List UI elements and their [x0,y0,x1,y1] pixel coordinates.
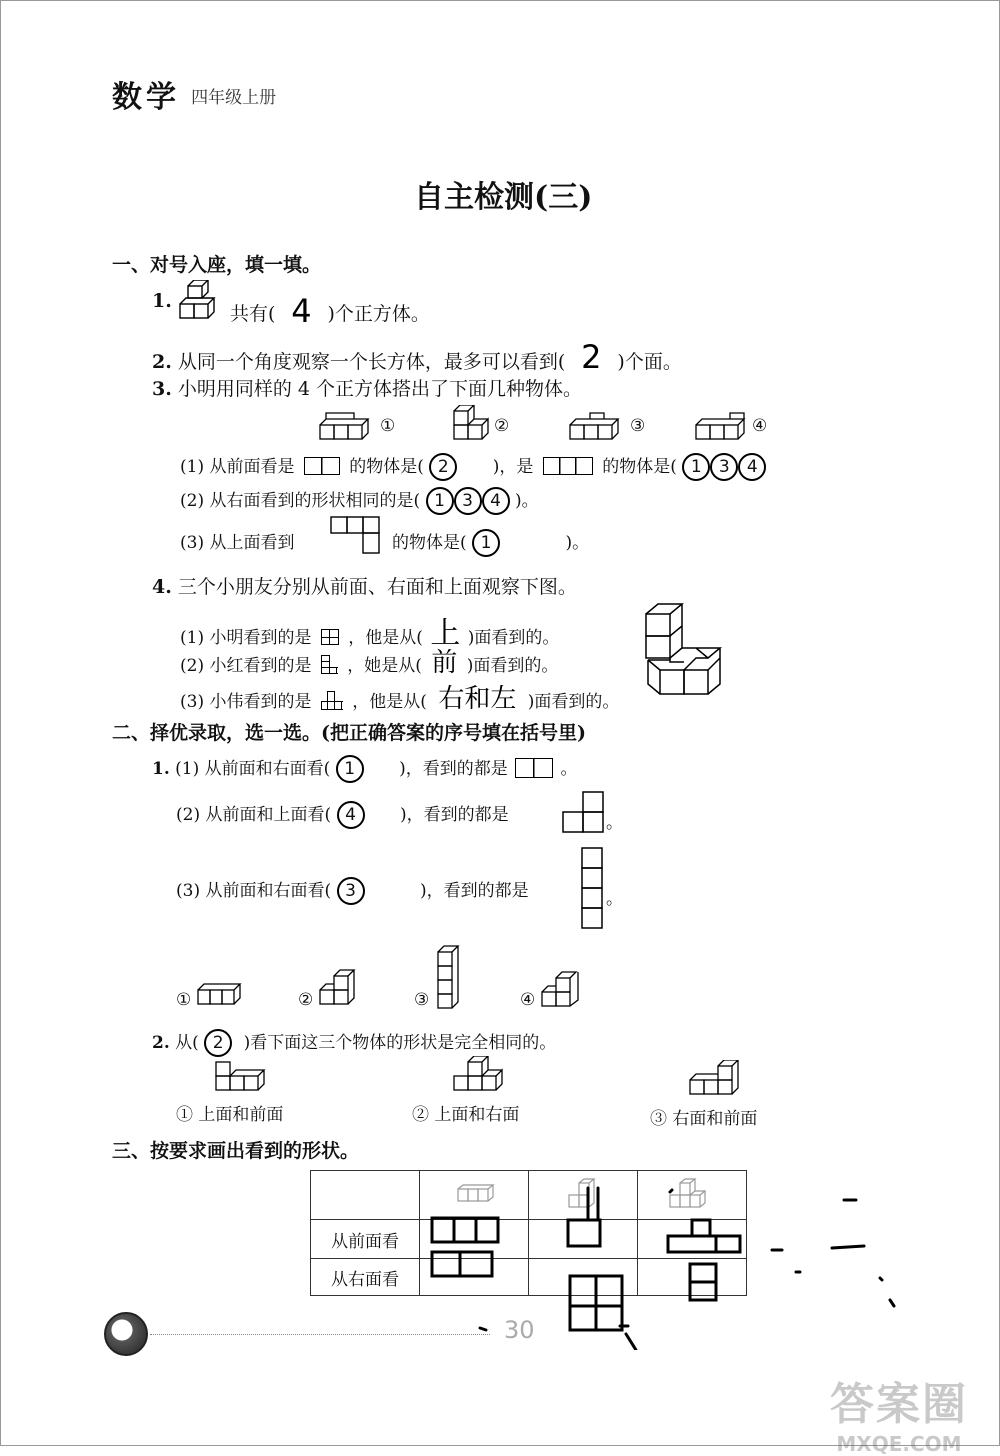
q3-s2-a: (2) 从右面看到的形状相同的是( [180,491,421,511]
header-grade: 四年级上册 [191,88,277,108]
q3-s1-a: (1) 从前面看是 [180,457,295,477]
q3-s1-b: 的物体是( [349,457,424,477]
s1-q1-text-b: )个正方体。 [327,303,430,325]
s2-q1-s2-b: )，看到的都是 [399,805,509,825]
s2-label-4: ④ [520,990,536,1010]
s2-q2-answer: 2 [204,1029,232,1057]
s2-q2-option-1: ① 上面和前面 [176,1105,284,1125]
s2-q2-obj-3 [688,1060,740,1098]
s2-label-1: ① [176,990,192,1010]
s1-q2-num: 2. [152,351,172,373]
s1-q4 [152,572,577,599]
s2-label-2: ② [298,990,314,1010]
mascot-icon [104,1312,148,1356]
section1-heading: 一、对号入座，填一填。 [112,254,322,276]
q4-s2 [180,642,558,679]
q3-s3-rest [392,528,589,557]
s2-label-3: ③ [414,990,430,1010]
q3-s1-d: 的物体是( [602,457,677,477]
s2-q1-s3-ans: 3 [337,877,365,905]
q4-shape3-icon [321,691,343,710]
footer-line [150,1334,490,1335]
q3-s2-b: )。 [514,491,539,511]
q4-s1-ans: 上 [430,616,461,651]
s1-q3-num: 3. [152,378,172,400]
footer-page-number: 30 [504,1316,535,1344]
q3-s3-b: 的物体是( [392,533,467,553]
s2-q2-text-b: )看下面这三个物体的形状是完全相同的。 [243,1033,557,1053]
handwritten-drawings [420,1180,920,1350]
q3-label-3: ③ [630,416,646,436]
s1-q4-num: 4. [152,576,172,598]
q3-s1-ans2-b: 3 [710,453,738,481]
s2-q1-s1-a: (1) 从前面和右面看( [175,759,331,779]
s2-q2-num: 2. [152,1033,170,1053]
s2-q1-period-1: 。 [560,759,578,779]
q4-s3-c: )面看到的。 [527,692,620,712]
shape-3x1-icon [543,457,593,475]
cube-stack-icon [178,280,224,324]
q3-s2-ans-a: 1 [426,487,454,515]
section3-heading: 三、按要求画出看到的形状。 [112,1140,360,1162]
header-subject: 数学 [112,80,180,115]
s2-q1-s2 [176,800,509,829]
q3-s2-ans-b: 3 [454,487,482,515]
q4-s2-ans: 前 [431,648,458,678]
q4-s3-ans: 右和左 [438,684,517,714]
page-title: 自主检测(三) [414,180,593,215]
q3-label-2: ② [494,416,510,436]
s1-q2-text-b: )个面。 [617,351,682,373]
s2-obj-2 [318,966,360,1008]
q4-s2-b: ，她是从( [347,656,422,676]
q3-s1-c: )，是 [492,457,534,477]
q3-s3-c: )。 [565,533,590,553]
q4-s1-b: ，他是从( [348,628,423,648]
s2-q2-text-a: 从( [175,1033,199,1053]
s2-q1-s1-b: )，看到的都是 [399,759,508,779]
watermark-logo [830,1368,968,1456]
s2-q1-s1-ans: 1 [336,755,364,783]
s2-q1-s3 [176,876,529,905]
s2-q1-s1 [152,754,578,783]
q3-label-4: ④ [752,416,768,436]
s1-q4-text: 三个小朋友分别从前面、右面和上面观察下图。 [177,576,577,598]
s2-q1-period-2: 。 [606,813,623,833]
header [112,72,276,116]
q4-s3-a: (3) 小伟看到的是 [180,692,312,712]
s1-q3-text: 小明用同样的 4 个正方体搭出了下面几种物体。 [177,378,583,400]
s1-q1-answer: 4 [291,292,312,330]
q3-s2 [180,486,539,515]
s1-q2-answer: 2 [581,338,602,376]
shape-column-icon [580,846,606,930]
s2-q1-s3-a: (3) 从前面和右面看( [176,881,332,901]
s2-q2-obj-1 [214,1058,266,1094]
q4-s2-a: (2) 小红看到的是 [180,656,312,676]
s1-q1-num: 1. [152,290,172,312]
q3-s1 [180,452,766,481]
shape-2x1-icon [515,758,553,778]
s2-obj-4 [540,970,584,1010]
s2-obj-3 [436,944,464,1010]
q3-s1-ans2-a: 1 [682,453,710,481]
q3-label-1: ① [380,416,396,436]
s1-q1-text-a: 共有( [230,303,276,325]
s2-q2-obj-2 [452,1056,504,1094]
q4-shape2-icon [321,655,338,674]
s2-q1-s3-b: )，看到的都是 [419,881,529,901]
s1-q1-text [230,290,430,328]
q4-s1-a: (1) 小明看到的是 [180,628,312,648]
watermark-url: MXQE.COM [836,1432,962,1456]
q4-cube-figure [644,600,728,700]
q4-s2-c: )面看到的。 [466,656,559,676]
q4-s3 [180,678,619,715]
s2-q2-option-3: ③ 右面和前面 [650,1109,758,1129]
table-corner [311,1171,420,1220]
q3-s1-ans2-c: 4 [738,453,766,481]
q3-s3-a: (3) 从上面看到 [180,533,295,553]
row-label-right: 从右面看 [311,1259,420,1296]
section2-heading: 二、择优录取，选一选。(把正确答案的序号填在括号里) [112,722,586,744]
q3-s1-ans1: 2 [429,453,457,481]
s1-q3 [152,374,582,401]
s2-q1-period-3: 。 [606,889,623,909]
s2-q2-option-2: ② 上面和右面 [412,1105,520,1125]
s2-q1-num: 1. [152,759,170,779]
q3-s3 [180,528,294,553]
s1-q2 [152,338,682,376]
watermark-text: 答案圈 [830,1379,968,1430]
s1-q2-text-a: 从同一个角度观察一个长方体，最多可以看到( [177,351,566,373]
q4-s1-c: )面看到的。 [467,628,560,648]
q4-s3-b: ，他是从( [352,692,427,712]
s2-q2 [152,1028,556,1057]
s2-obj-1 [196,980,242,1008]
top-view-icon [330,516,382,556]
shape-L-icon [562,790,606,834]
s2-q1-s2-ans: 4 [337,801,365,829]
s2-q1-s2-a: (2) 从前面和上面看( [176,805,332,825]
s1-q1 [152,290,172,312]
row-label-front: 从前面看 [311,1220,420,1259]
q3-s2-ans-c: 4 [482,487,510,515]
q3-s3-ans: 1 [472,529,500,557]
shape-2x1-icon [304,457,340,475]
